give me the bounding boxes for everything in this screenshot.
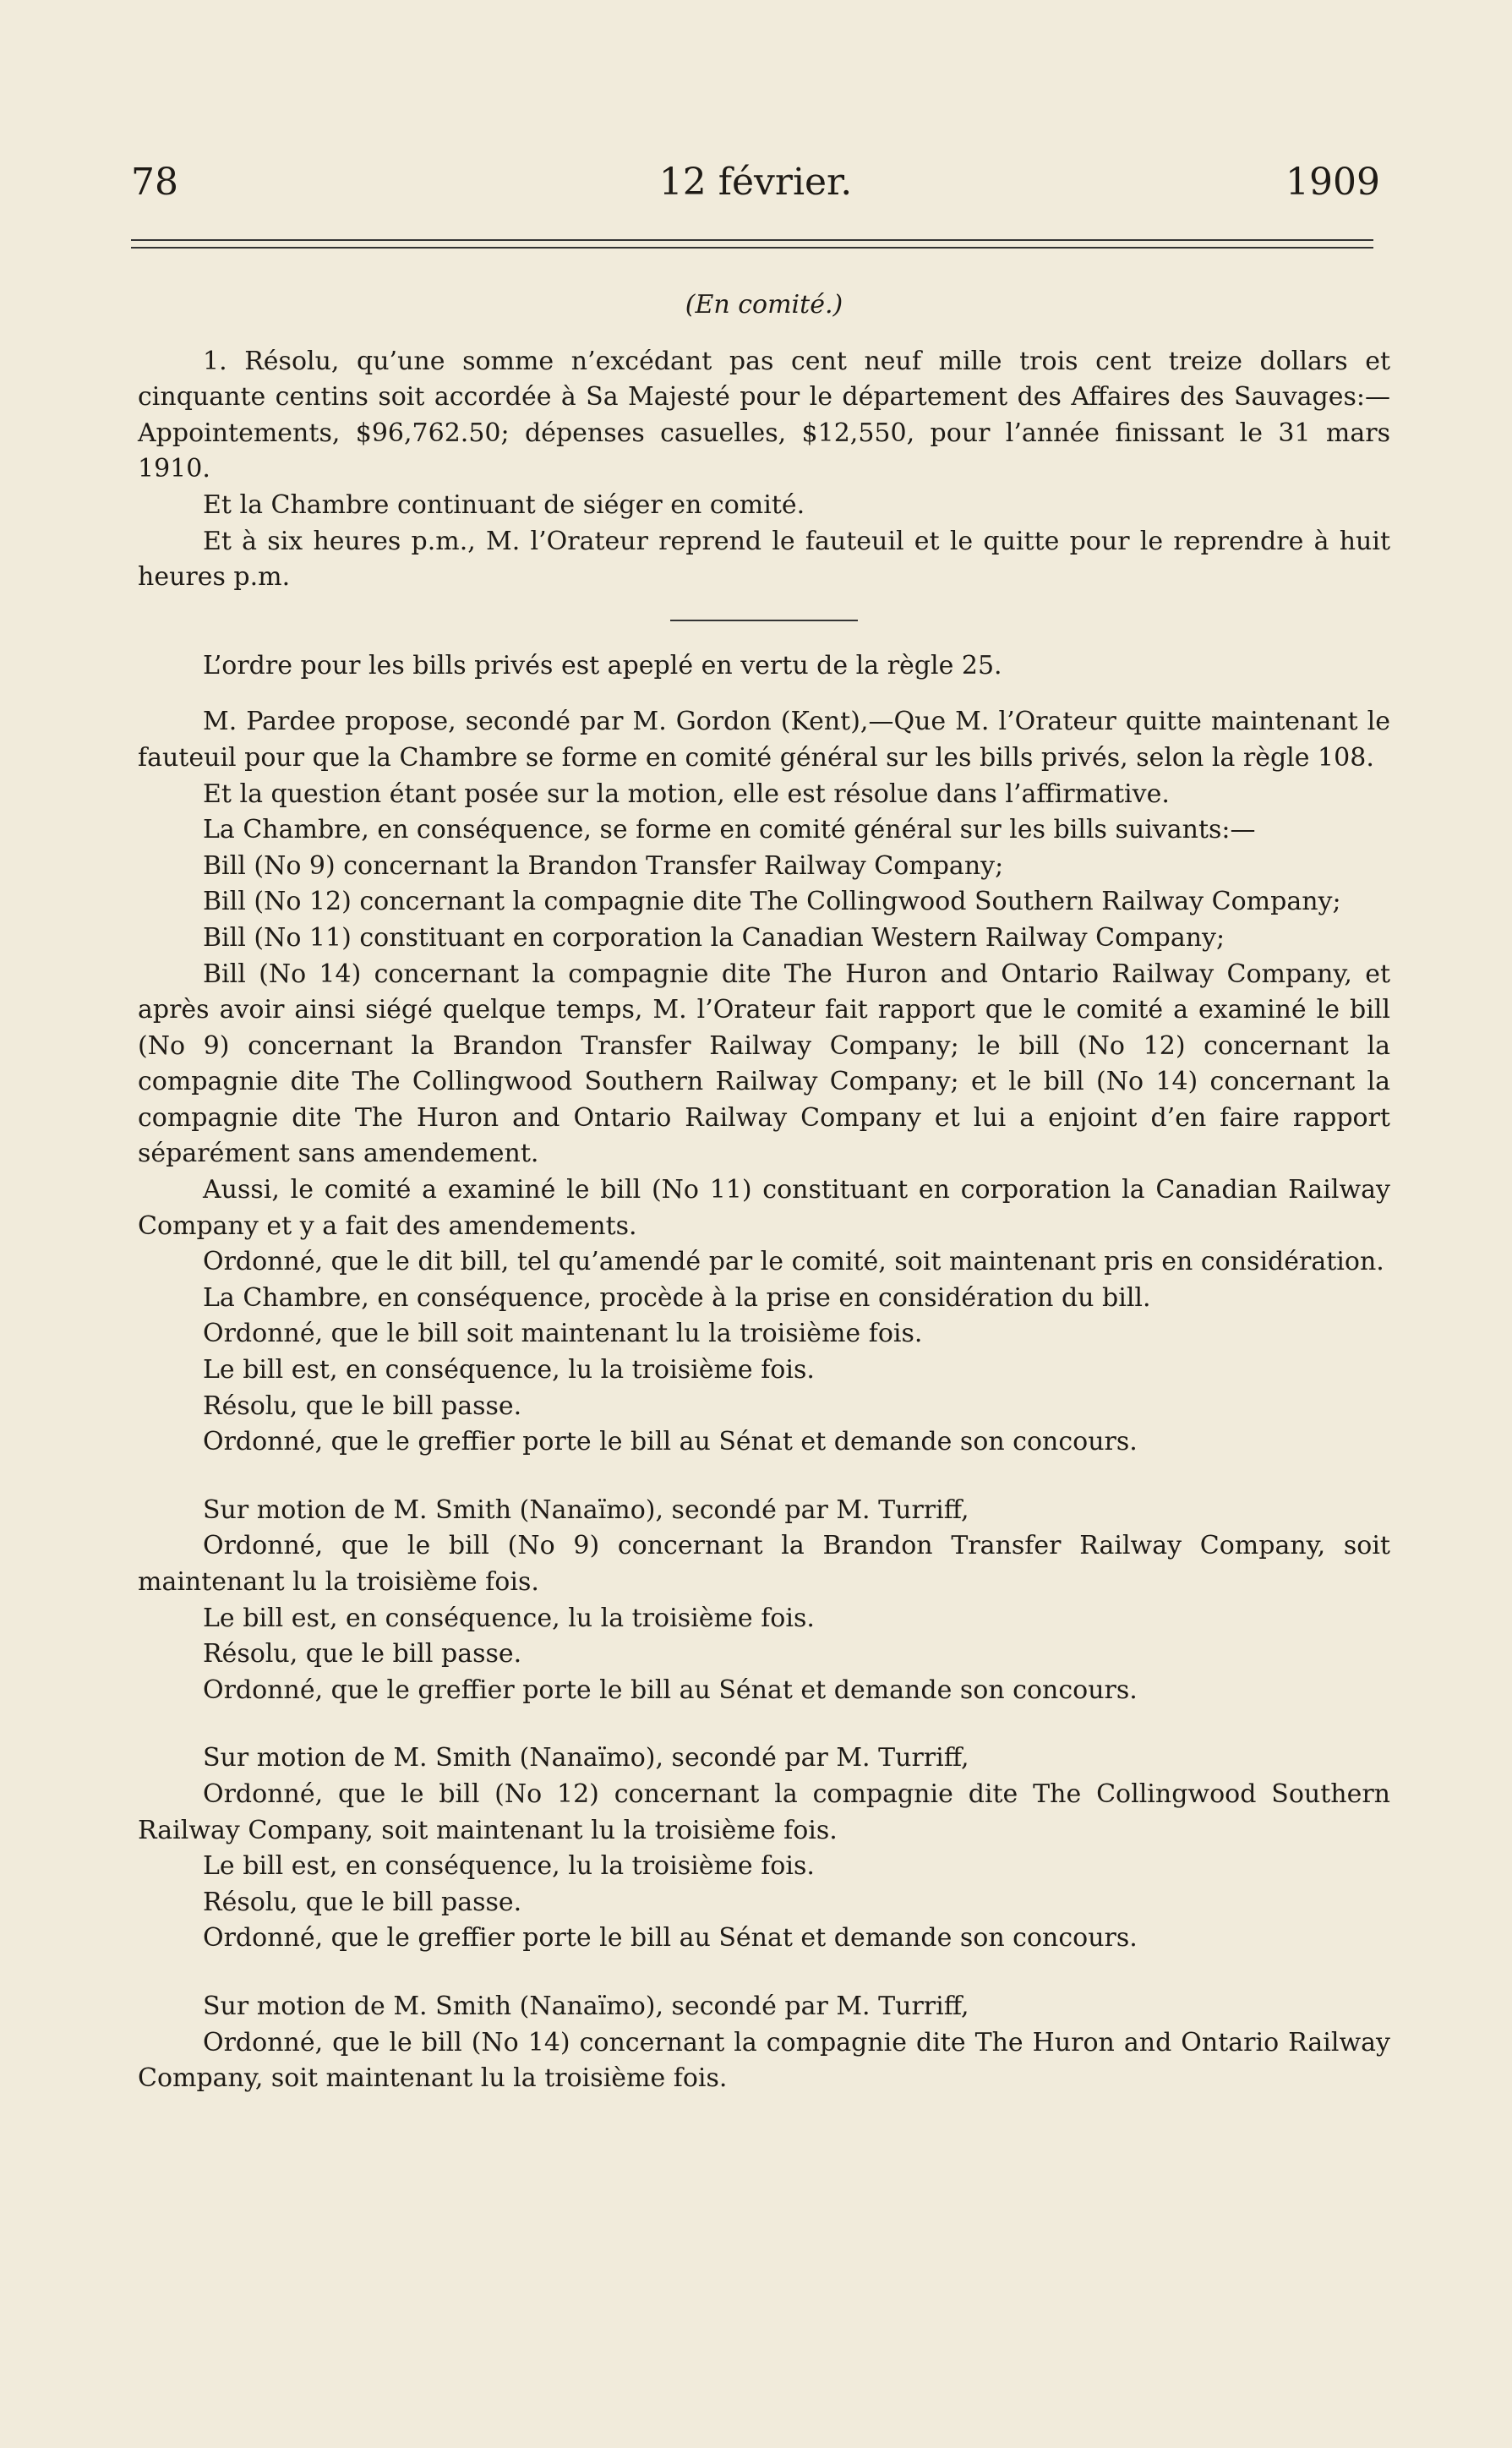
bill-item: Bill (No 9) concernant la Brandon Transfer Railway Company;	[203, 850, 1004, 881]
paragraph: Ordonné, que le bill (No 12) concernant la compagnie dite The Collingwood Southern Railway Company, soit maintenant lu la troisième fois.	[138, 1779, 1390, 1845]
paragraph: La Chambre, en conséquence, procède à la prise en considération du bill.	[203, 1282, 1151, 1313]
paragraph: Et la Chambre continuant de siéger en comité.	[203, 489, 805, 520]
bill-item: Bill (No 14) concernant la compagnie dite The Huron and Ontario Railway Company, et après avoir ainsi siégé quelque temps, M. l’Orateur fait rapport que le comité a examiné le bill (No 9) concernant la Brandon Transfer Railway Company; le bill (No 12) concernant la compagnie dite The Collingwood Southern Railway Company; et le bill (No 14) concernant la compagnie dite The Huron and Ontario Railway Company et lui a enjoint d’en faire rapport séparément sans amendement.	[138, 959, 1390, 1169]
bill-item: Bill (No 12) concernant la compagnie dite The Collingwood Southern Railway Company;	[203, 887, 1341, 917]
document-body	[138, 287, 1390, 2097]
paragraph: L’ordre pour les bills privés est apeplé en vertu de la règle 25.	[203, 650, 1002, 680]
paragraph: Ordonné, que le greffier porte le bill au Sénat et demande son concours.	[203, 1675, 1138, 1705]
paragraph: Ordonné, que le greffier porte le bill au Sénat et demande son concours.	[203, 1923, 1138, 1953]
section-heading: (En comité.)	[685, 290, 843, 320]
paragraph: Résolu, que le bill passe.	[203, 1887, 522, 1917]
motion-paragraph: Sur motion de M. Smith (Nanaïmo), secondé par M. Turriff,	[203, 1494, 969, 1525]
paragraph: Résolu, que le bill passe.	[203, 1391, 522, 1421]
motion-paragraph: Sur motion de M. Smith (Nanaïmo), secondé par M. Turriff,	[203, 1743, 969, 1773]
page-number: 78	[131, 161, 178, 204]
paragraph: La Chambre, en conséquence, se forme en comité général sur les bills suivants:—	[203, 815, 1256, 845]
paragraph: Le bill est, en conséquence, lu la troisième fois.	[203, 1603, 815, 1633]
paragraph: Le bill est, en conséquence, lu la troisième fois.	[203, 1851, 815, 1882]
paragraph: Ordonné, que le bill (No 14) concernant la compagnie dite The Huron and Ontario Railway Company, soit maintenant lu la troisième fois.	[138, 2027, 1390, 2094]
paragraph: Ordonné, que le dit bill, tel qu’amendé par le comité, soit maintenant pris en considération.	[203, 1247, 1384, 1277]
paragraph: Résolu, que le bill passe.	[203, 1639, 522, 1669]
paragraph: Et la question étant posée sur la motion, elle est résolue dans l’affirmative.	[203, 779, 1170, 809]
paragraph: Le bill est, en conséquence, lu la troisième fois.	[203, 1355, 815, 1385]
bill-item: Bill (No 11) constituant en corporation la Canadian Western Railway Company;	[203, 922, 1225, 953]
page-date: 12 février.	[658, 161, 853, 204]
paragraph: Et à six heures p.m., M. l’Orateur reprend le fauteuil et le quitte pour le reprendre à huit heures p.m.	[138, 526, 1390, 593]
page-year: 1909	[1285, 161, 1380, 204]
paragraph: M. Pardee propose, secondé par M. Gordon (Kent),—Que M. l’Orateur quitte maintenant le fauteuil pour que la Chambre se forme en comité général sur les bills privés, selon la règle 108.	[138, 707, 1390, 773]
paragraph: Ordonné, que le bill (No 9) concernant la Brandon Transfer Railway Company, soit maintenant lu la troisième fois.	[138, 1531, 1390, 1597]
paragraph: Aussi, le comité a examiné le bill (No 11) constituant en corporation la Canadian Railway Company et y a fait des amendements.	[138, 1175, 1390, 1241]
header-double-rule	[131, 239, 1373, 249]
paragraph: Ordonné, que le greffier porte le bill au Sénat et demande son concours.	[203, 1427, 1138, 1457]
paragraph: Ordonné, que le bill soit maintenant lu la troisième fois.	[203, 1319, 923, 1349]
resolution-paragraph: 1. Résolu, qu’une somme n’excédant pas cent neuf mille trois cent treize dollars et cinquante centins soit accordée à Sa Majesté pour le département des Affaires des Sauvages:—Appointements, $96,762.50; dépenses casuelles, $12,550, pour l’année finissant le 31 mars 1910.	[138, 346, 1390, 484]
section-divider	[670, 620, 858, 621]
motion-paragraph: Sur motion de M. Smith (Nanaïmo), secondé par M. Turriff,	[203, 1991, 969, 2021]
page-header	[131, 161, 1380, 220]
